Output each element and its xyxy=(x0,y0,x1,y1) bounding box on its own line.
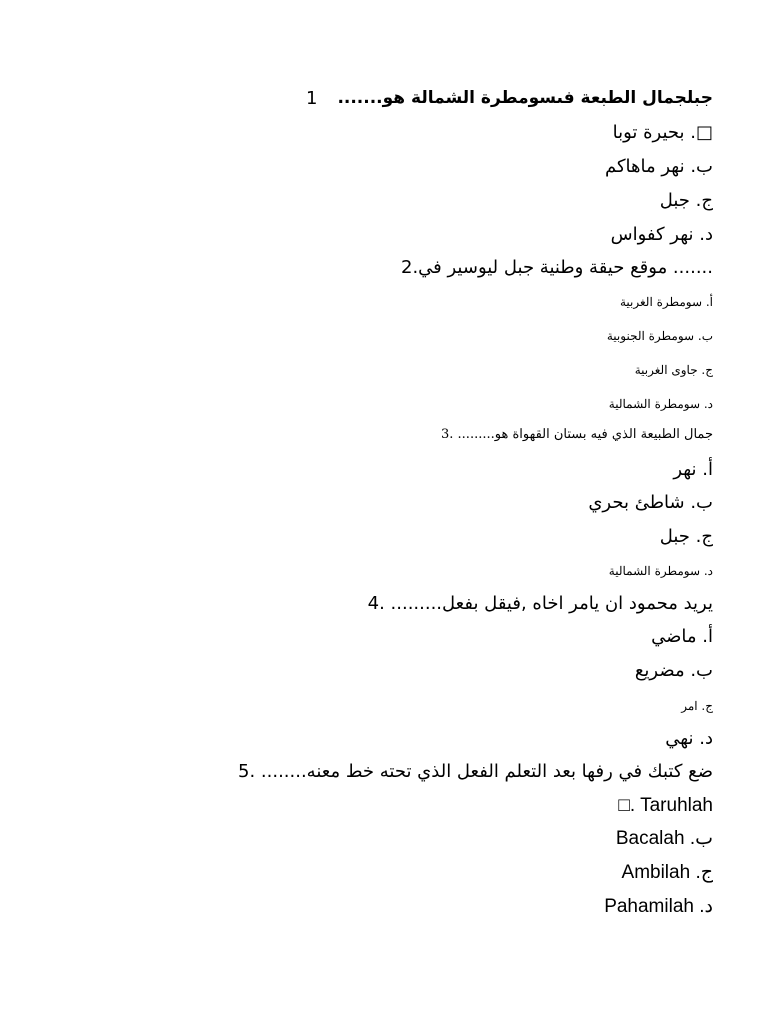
question-2-option-a: أ. سومطرة الغربية xyxy=(619,295,713,309)
question-4-option-b: ب. مضريع xyxy=(634,660,713,681)
question-2-text: ....... موقع حيقة وطنية جبل ليوسير في.2 xyxy=(401,257,713,278)
question-3-option-a: أ. نهر xyxy=(673,459,713,480)
question-5-option-a: □. Taruhlah xyxy=(618,795,713,816)
question-1-option-b: ب. نهر ماهاكم xyxy=(605,156,713,177)
question-3-option-d: د. سومطرة الشمالية xyxy=(608,564,713,578)
question-5-option-b: ب. Bacalah xyxy=(615,828,713,849)
question-3-text: جمال الطبيعة الذي فيه بستان القهواة هو......... .3 xyxy=(441,427,713,442)
question-2-option-d: د. سومطرة الشمالية xyxy=(608,397,713,411)
question-4-option-d: د. نهي xyxy=(665,728,713,749)
question-5-option-d: د. Pahamilah xyxy=(604,896,713,917)
question-3-option-c: ج. جبل xyxy=(659,526,713,547)
question-2-option-b: ب. سومطرة الجنوبية xyxy=(606,329,713,343)
question-4-option-a: أ. ماضي xyxy=(651,626,713,647)
question-5-text: ضع كتبك في رفها بعد التعلم الفعل الذي تحته خط معنه........ .5 xyxy=(238,761,713,782)
question-1-option-c: ج. جبل xyxy=(659,190,713,211)
question-1-number: 1 xyxy=(306,88,318,109)
question-4-option-c: ج. امر xyxy=(681,699,713,713)
question-1-text: جبلجمال الطبعة فىسومطرة الشمالة هو....... xyxy=(337,88,713,108)
question-1-option-a: □. بحيرة توبا xyxy=(612,122,713,143)
question-5-option-c: ج. Ambilah xyxy=(621,862,713,883)
question-4-text: يريد محمود ان يامر اخاه ,فيقل بفعل......... .4 xyxy=(367,593,713,614)
question-1-option-d: د. نهر كفواس xyxy=(610,224,713,245)
question-3-option-b: ب. شاطئ بحري xyxy=(588,492,713,513)
question-2-option-c: ج. جاوى الغربية xyxy=(634,363,713,377)
